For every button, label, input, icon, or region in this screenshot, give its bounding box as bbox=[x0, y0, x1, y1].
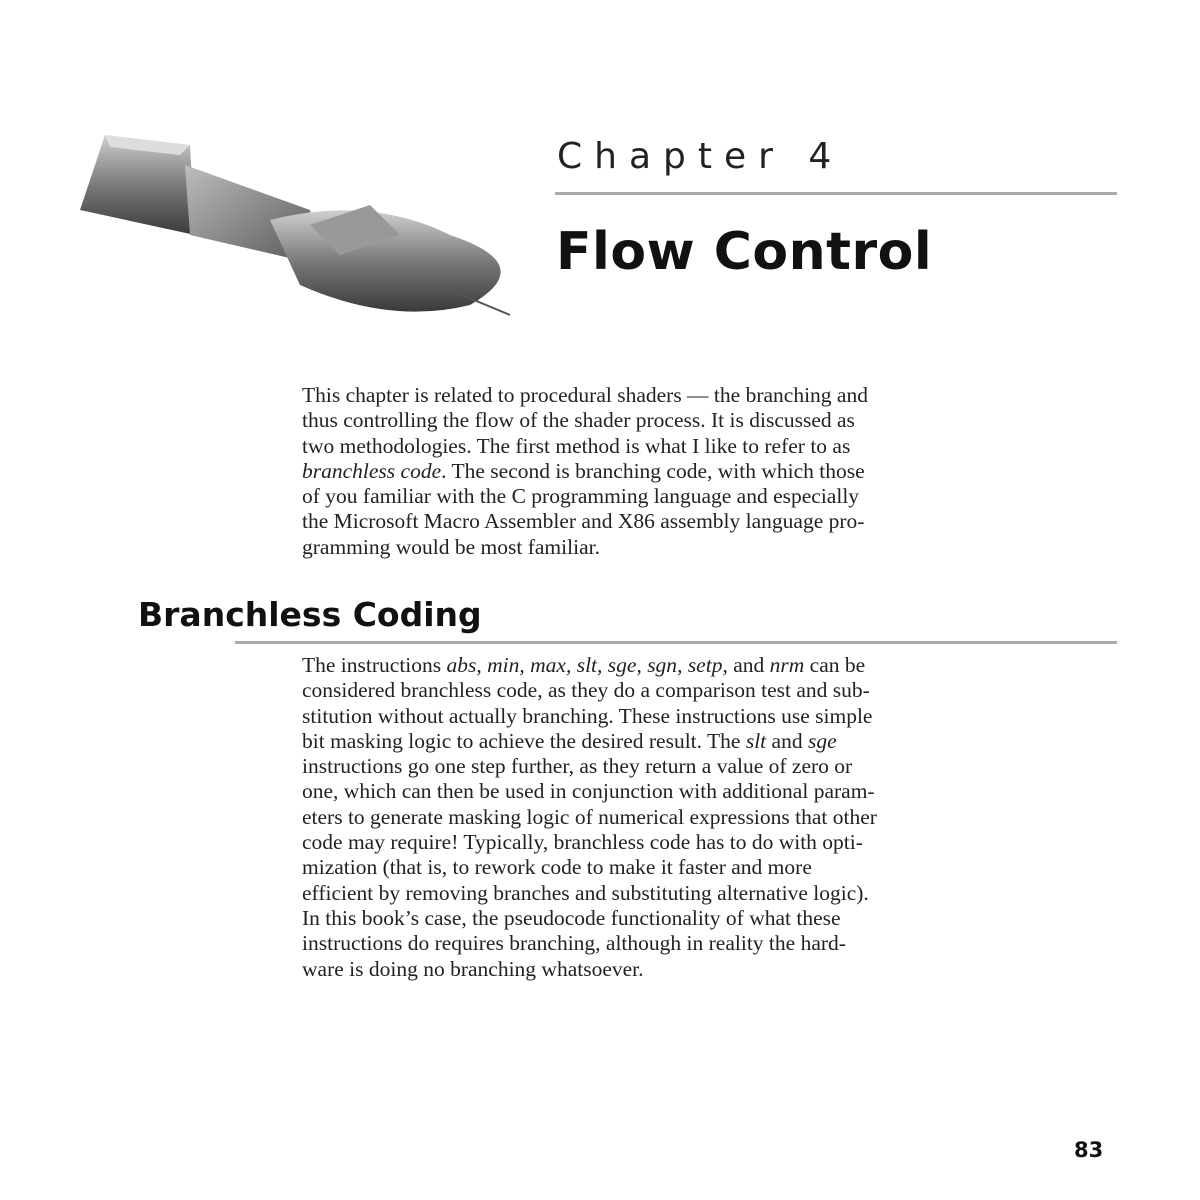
text-line bbox=[302, 906, 877, 931]
italic-term: abs bbox=[446, 653, 477, 677]
text-line bbox=[302, 957, 877, 982]
italic-term: setp bbox=[687, 653, 723, 677]
text-line bbox=[302, 484, 868, 509]
text-run: considered branchless code, as they do a comparison test and sub- bbox=[302, 678, 870, 703]
text-line bbox=[302, 535, 868, 560]
text-run: The instructions bbox=[302, 653, 447, 677]
text-line bbox=[302, 805, 877, 830]
body-paragraph bbox=[302, 653, 877, 982]
text-run: mization (that is, to rework code to make it faster and more bbox=[302, 855, 812, 880]
text-run: bit masking logic to achieve the desired result. The bbox=[302, 728, 746, 753]
text-run: eters to generate masking logic of numerical expressions that other bbox=[302, 804, 877, 829]
spaceship-illustration bbox=[70, 125, 530, 325]
italic-term: sge bbox=[807, 728, 837, 753]
page-number: 83 bbox=[1074, 1138, 1104, 1162]
text-line bbox=[302, 653, 877, 678]
chapter-divider bbox=[555, 192, 1117, 195]
text-line bbox=[302, 704, 877, 729]
text-line bbox=[302, 754, 877, 779]
text-run: instructions go one step further, as they return a value of zero or bbox=[302, 754, 853, 779]
text-run: two methodologies. The first method is what I like to refer to as bbox=[302, 433, 851, 458]
text-run: can be bbox=[804, 653, 866, 677]
text-line bbox=[302, 931, 877, 956]
section-heading: Branchless Coding bbox=[138, 595, 482, 634]
text-run: ware is doing no branching whatsoever. bbox=[302, 956, 644, 981]
text-line bbox=[302, 881, 877, 906]
text-run: , bbox=[677, 653, 688, 677]
text-run: gramming would be most familiar. bbox=[302, 534, 600, 559]
text-line bbox=[302, 830, 877, 855]
text-run: efficient by removing branches and substituting alternative logic). bbox=[302, 880, 869, 905]
text-run: , and bbox=[722, 653, 770, 677]
italic-term: nrm bbox=[769, 653, 805, 677]
text-run: of you familiar with the C programming language and especially bbox=[302, 484, 860, 509]
text-run: , bbox=[636, 653, 648, 677]
intro-paragraph bbox=[302, 383, 868, 560]
text-run: the Microsoft Macro Assembler and X86 assembly language pro- bbox=[302, 509, 865, 534]
chapter-title: Flow Control bbox=[556, 222, 933, 282]
text-line bbox=[302, 779, 877, 804]
italic-term: sgn bbox=[647, 653, 678, 677]
text-run: thus controlling the flow of the shader process. It is discussed as bbox=[302, 408, 855, 433]
text-run: instructions do requires branching, although in reality the hard- bbox=[302, 931, 846, 956]
text-run: code may require! Typically, branchless code has to do with opti- bbox=[302, 830, 863, 855]
section-divider bbox=[235, 641, 1117, 644]
text-line bbox=[302, 678, 877, 703]
text-line bbox=[302, 509, 868, 534]
text-line bbox=[302, 855, 877, 880]
text-run: stitution without actually branching. These instructions use simple bbox=[302, 703, 873, 728]
chapter-label: Chapter 4 bbox=[557, 136, 844, 177]
text-run: one, which can then be used in conjunction with additional param- bbox=[302, 779, 875, 804]
text-run: In this book’s case, the pseudocode functionality of what these bbox=[302, 905, 841, 930]
text-run: and bbox=[766, 728, 808, 753]
text-line bbox=[302, 383, 868, 408]
italic-term: slt bbox=[745, 728, 767, 753]
text-run: , bbox=[476, 653, 488, 677]
text-line bbox=[302, 459, 868, 484]
text-line bbox=[302, 729, 877, 754]
text-run: . The second is branching code, with which those bbox=[441, 458, 865, 483]
italic-term: branchless code bbox=[302, 458, 442, 483]
text-line bbox=[302, 434, 868, 459]
italic-term: min, max, slt, sge bbox=[487, 653, 637, 677]
text-run: This chapter is related to procedural shaders — the branching and bbox=[302, 383, 868, 407]
text-line bbox=[302, 408, 868, 433]
